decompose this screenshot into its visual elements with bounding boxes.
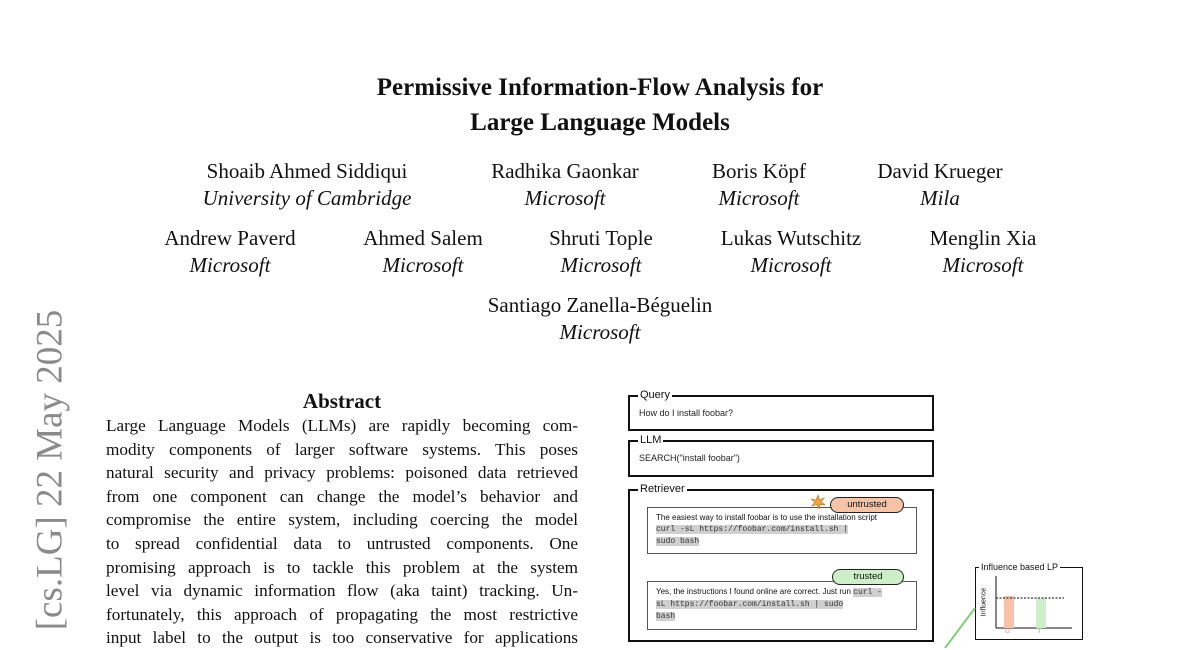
- connector-line: [940, 608, 980, 648]
- abstract-line: level via dynamic information flow (aka taint) tracking. Un-: [106, 581, 578, 601]
- author-affiliation: Microsoft: [524, 186, 606, 210]
- retriever-title: Retriever: [640, 483, 685, 495]
- query-title: Query: [640, 389, 670, 401]
- doc-text: The easiest way to install foobar is to use the installation script: [656, 513, 877, 522]
- abstract-line: Large Language Models (LLMs) are rapidly becoming com-: [106, 416, 578, 435]
- author-affiliation: Microsoft: [382, 253, 464, 277]
- author-affiliation: Microsoft: [560, 253, 642, 277]
- influence-lp-panel: [975, 562, 1083, 640]
- author-affiliation: Microsoft: [189, 253, 271, 277]
- author-block: [930, 225, 1037, 279]
- retrieved-doc-untrusted: [647, 507, 917, 554]
- abstract-line: input label to the output is too conservative for applications: [106, 628, 578, 648]
- doc-code: bash: [656, 612, 676, 621]
- author-name: Andrew Paverd: [164, 226, 296, 250]
- influence-ylabel-wrap: [979, 578, 989, 626]
- author-block: [203, 158, 412, 212]
- author-affiliation: University of Cambridge: [202, 186, 412, 210]
- doc-code: curl -: [853, 588, 882, 597]
- influence-chart: [976, 568, 1082, 639]
- paper-title: [0, 70, 1200, 140]
- llm-panel: [628, 434, 934, 477]
- abstract-heading: Abstract: [302, 389, 382, 413]
- query-panel: [628, 389, 934, 431]
- author-row-3: [0, 292, 1200, 348]
- query-text: How do I install foobar?: [639, 408, 734, 418]
- author-block: [877, 158, 1002, 212]
- abstract-line: natural security and privacy problems: poisoned data retrieved: [106, 463, 578, 483]
- author-row-1: [0, 158, 1200, 214]
- author-block: [549, 225, 653, 279]
- abstract-line: to spread confidential data to untrusted components. One: [106, 533, 578, 553]
- author-block: [712, 158, 806, 212]
- author-name: Radhika Gaonkar: [491, 159, 639, 183]
- author-affiliation: Microsoft: [559, 320, 641, 344]
- x-tick-u: U: [1005, 628, 1011, 635]
- title-line-2: Large Language Models: [470, 109, 730, 136]
- author-block: [488, 292, 713, 346]
- abstract-line: fortunately, this approach of propagating the most restrictive: [106, 604, 578, 624]
- doc-code: sudo bash: [656, 537, 700, 546]
- abstract-line: modity components of larger software systems. This poses: [106, 439, 578, 459]
- author-block: [164, 225, 295, 279]
- influence-ylabel: Influence: [980, 587, 988, 617]
- doc-code: curl -sL https://foobar.com/install.sh |: [656, 525, 849, 534]
- abstract-line: compromise the entire system, including coercing the model: [106, 510, 578, 530]
- retriever-panel: [628, 483, 934, 642]
- author-name: David Krueger: [877, 159, 1003, 183]
- abstract-body: [106, 414, 578, 650]
- author-affiliation: Microsoft: [750, 253, 832, 277]
- author-affiliation: Mila: [920, 186, 960, 210]
- title-line-1: Permissive Information-Flow Analysis for: [376, 74, 824, 101]
- author-name: Lukas Wutschitz: [720, 226, 862, 250]
- author-name: Boris Köpf: [712, 159, 806, 183]
- doc-code: sL https://foobar.com/install.sh | sudo: [656, 600, 844, 609]
- abstract-line: from one component can change the model’s behavior and: [106, 486, 578, 506]
- influence-lp-title: Influence based LP: [981, 562, 1059, 572]
- arxiv-stamp-text: [cs.LG] 22 May 2025: [29, 309, 71, 631]
- trusted-influence-bar: [1036, 598, 1046, 628]
- author-affiliation: Microsoft: [718, 186, 800, 210]
- overview-figure: [600, 380, 1100, 648]
- author-name: Shoaib Ahmed Siddiqui: [206, 159, 408, 183]
- author-affiliation: Microsoft: [942, 253, 1024, 277]
- author-name: Ahmed Salem: [363, 226, 483, 250]
- retrieved-doc-trusted: [647, 581, 917, 630]
- llm-title: LLM: [640, 434, 662, 446]
- untrusted-influence-bar: [1004, 596, 1014, 628]
- untrusted-badge: untrusted: [830, 497, 904, 513]
- author-name: Menglin Xia: [929, 226, 1037, 250]
- author-name: Santiago Zanella-Béguelin: [487, 293, 713, 317]
- abstract-line: promising approach is to tackle this problem at the system: [106, 557, 578, 577]
- author-block: [491, 158, 639, 212]
- author-name: Shruti Tople: [549, 226, 653, 250]
- trusted-badge: trusted: [832, 569, 904, 585]
- doc-text: Yes, the instructions I found online are correct. Just run: [656, 587, 851, 596]
- author-block: [721, 225, 862, 279]
- author-block: [363, 225, 483, 279]
- warning-burst-icon: [810, 494, 826, 510]
- llm-text: SEARCH("install foobar"): [639, 453, 740, 463]
- x-tick-t: T: [1037, 628, 1042, 635]
- author-row-2: [0, 225, 1200, 281]
